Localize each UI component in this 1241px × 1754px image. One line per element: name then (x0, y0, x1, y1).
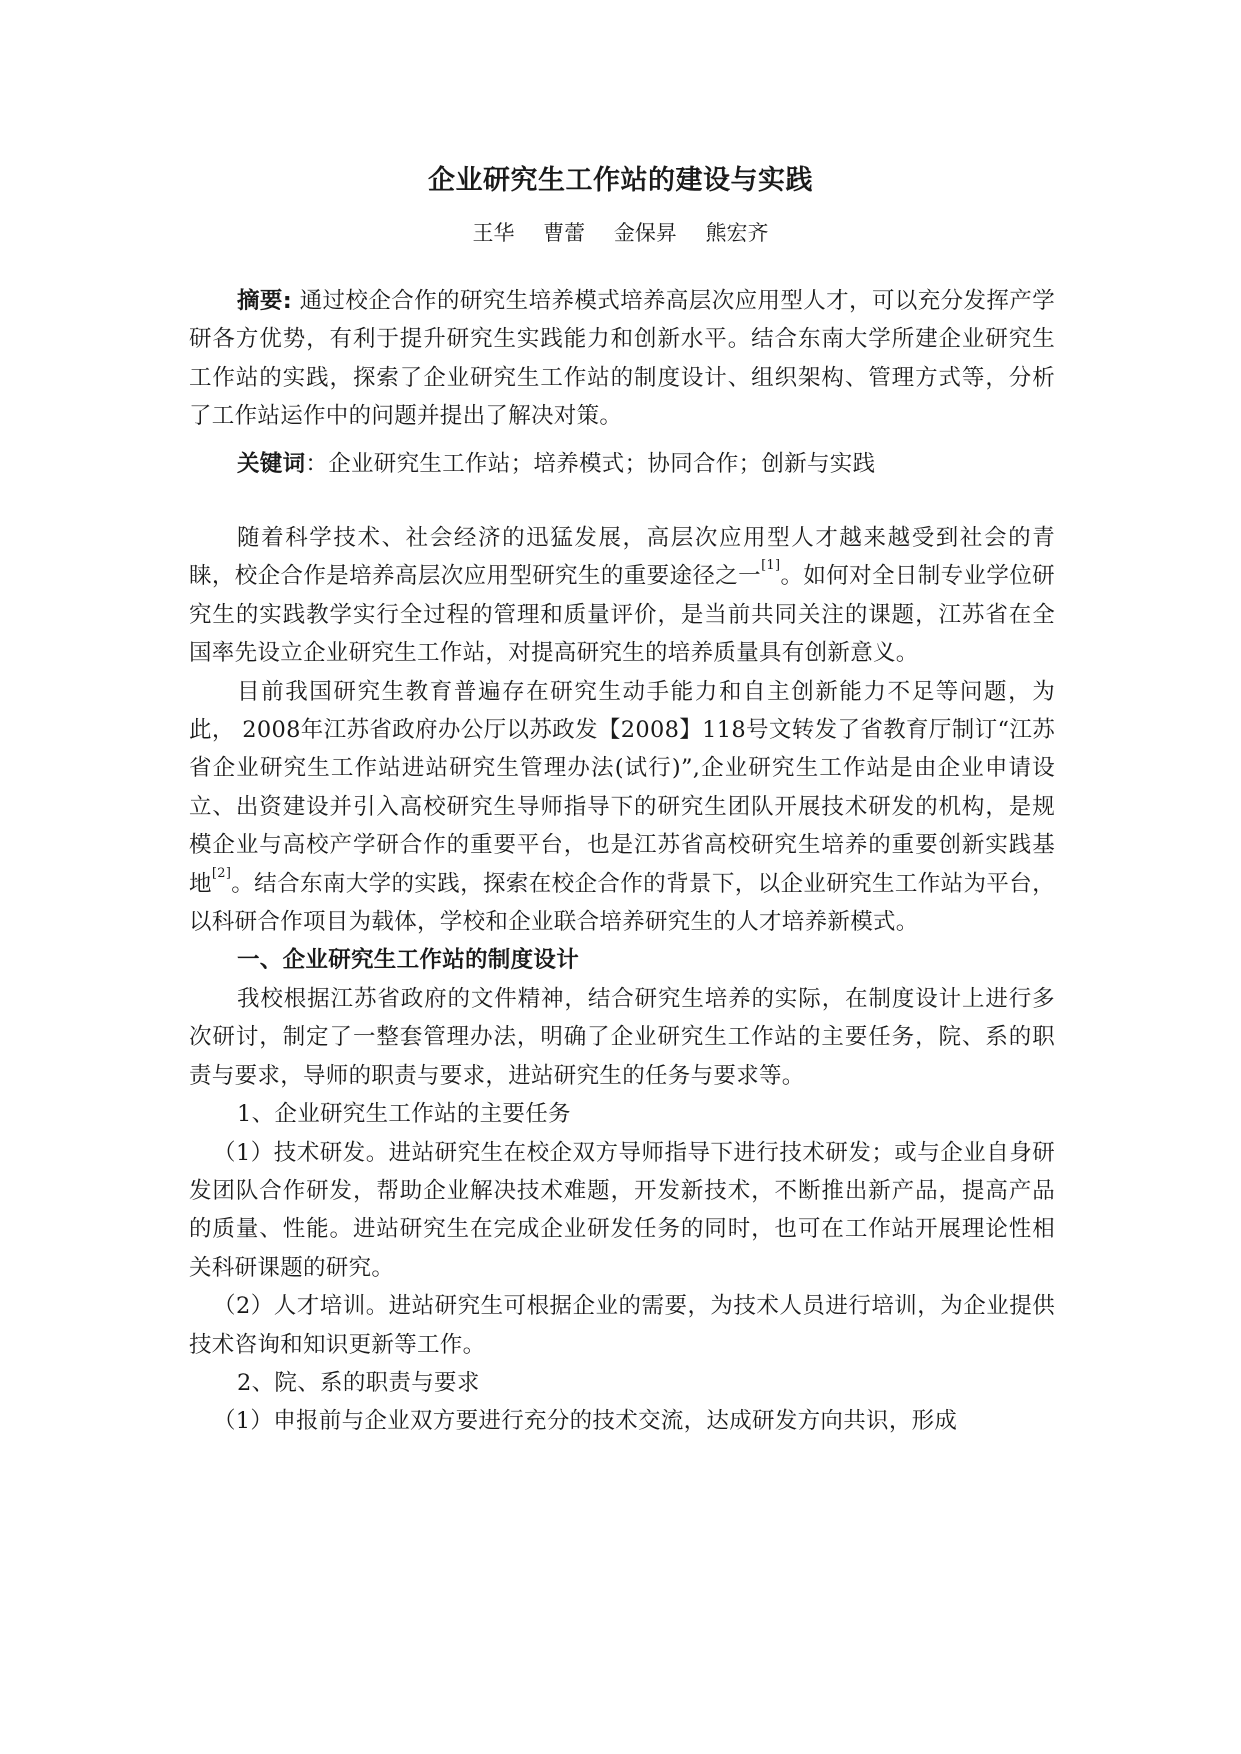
body-paragraph: 我校根据江苏省政府的文件精神，结合研究生培养的实际，在制度设计上进行多次研讨，制定了一整套管理办法，明确了企业研究生工作站的主要任务，院、系的职责与要求，导师的职责与要求，进站研究生的任务与要求等。 (189, 985, 1055, 1089)
paragraph-text: 目前我国研究生教育普遍存在研究生动手能力和自主创新能力不足等问题，为此， 2008年江苏省政府办公厅以苏政发【2008】118号文转发了省教育厅制订“江苏省企业研究生工作站进站研究生管理办法(试行)”,企业研究生工作站是由企业申请设立、出资建设并引入高校研究生导师指导下的研究生团队开展技术研发的机构，是规模企业与高校产学研合作的重要平台，也是江苏省高校研究生培养的重要创新实践基地 (189, 678, 1055, 897)
list-item: （1）申报前与企业双方要进行充分的技术交流，达成研发方向共识，形成 (213, 1408, 958, 1435)
section-heading: 一、企业研究生工作站的制度设计 (237, 947, 580, 974)
author-name: 曹蕾 (543, 221, 586, 245)
keywords-text: ：企业研究生工作站；培养模式；协同合作；创新与实践 (305, 451, 876, 477)
list-item: （2）人才培训。进站研究生可根据企业的需要，为技术人员进行培训，为企业提供技术咨询和知识更新等工作。 (189, 1293, 1055, 1358)
body-paragraph (189, 673, 1055, 942)
author-name: 金保昇 (613, 221, 677, 245)
citation-ref[interactable]: [2] (211, 865, 232, 881)
abstract-label: 摘要: (237, 288, 293, 314)
paper-title: 企业研究生工作站的建设与实践 (428, 165, 813, 196)
paragraph-text: 。如何对全日制专业学位研究生的实践教学实行全过程的管理和质量评价，是当前共同关注的课题，江苏省在全国率先设立企业研究生工作站，对提高研究生的培养质量具有创新意义。 (189, 563, 1055, 667)
citation-ref[interactable]: [1] (761, 558, 781, 574)
paragraph-text: 随着科学技术、社会经济的迅猛发展，高层次应用型人才越来越受到社会的青睐，校企合作是培养高层次应用型研究生的重要途径之一 (189, 525, 1055, 590)
body-paragraph (189, 519, 1055, 673)
author-name: 熊宏齐 (705, 221, 769, 245)
abstract-text: 通过校企合作的研究生培养模式培养高层次应用型人才，可以充分发挥产学研各方优势，有利于提升研究生实践能力和创新水平。结合东南大学所建企业研究生工作站的实践，探索了企业研究生工作站的制度设计、组织架构、管理方式等，分析了工作站运作中的问题并提出了解决对策。 (189, 288, 1055, 430)
subsection-heading: 2、院、系的职责与要求 (237, 1369, 480, 1396)
main-body (189, 519, 1055, 1441)
keywords-section (189, 445, 1055, 483)
paragraph-text: 。结合东南大学的实践，探索在校企合作的背景下，以企业研究生工作站为平台，以科研合作项目为载体，学校和企业联合培养研究生的人才培养新模式。 (189, 870, 1055, 936)
abstract-section (189, 282, 1055, 436)
author-name: 王华 (472, 221, 515, 245)
keywords-paragraph (189, 445, 1055, 483)
keywords-label: 关键词 (237, 451, 306, 477)
abstract-paragraph (189, 282, 1055, 436)
subsection-heading: 1、企业研究生工作站的主要任务 (237, 1101, 571, 1128)
list-item: （1）技术研发。进站研究生在校企双方导师指导下进行技术研发；或与企业自身研发团队合作研发，帮助企业解决技术难题，开发新技术，不断推出新产品，提高产品的质量、性能。进站研究生在完成企业研发任务的同时，也可在工作站开展理论性相关科研课题的研究。 (189, 1139, 1055, 1281)
author-list (0, 218, 1241, 248)
